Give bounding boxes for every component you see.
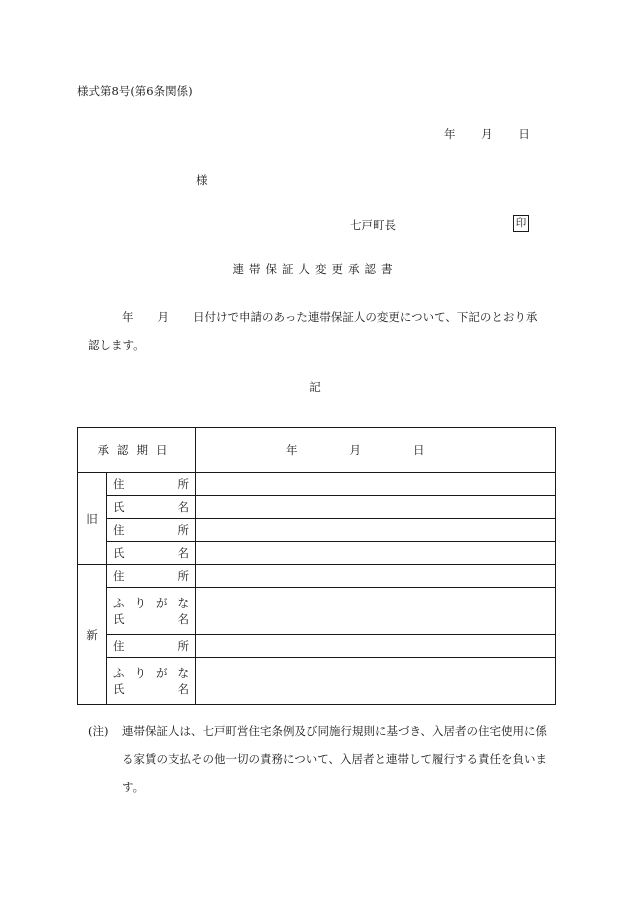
old-address-field-1[interactable] bbox=[196, 473, 556, 496]
body-date-year: 年 bbox=[122, 310, 134, 324]
new-address-label-2: 住 所 bbox=[107, 635, 196, 658]
new-row-1 bbox=[78, 565, 556, 588]
new-row-3 bbox=[78, 635, 556, 658]
old-row-2 bbox=[78, 496, 556, 519]
footnote-text: 連帯保証人は、七戸町営住宅条例及び同施行規則に基づき、入居者の住宅使用に係る家賃の支払その他一切の責務について、入居者と連帯して履行する責任を負います。 bbox=[122, 724, 548, 794]
old-address-field-2[interactable] bbox=[196, 519, 556, 542]
old-row-3 bbox=[78, 519, 556, 542]
furigana-label-1: ふ り が な bbox=[113, 596, 189, 610]
footnote bbox=[88, 717, 558, 801]
guarantor-table bbox=[77, 427, 556, 705]
body-date-month: 月 bbox=[157, 310, 169, 324]
new-address-label-1: 住 所 bbox=[107, 565, 196, 588]
issue-date-year: 年 bbox=[444, 127, 456, 141]
old-name-field-1[interactable] bbox=[196, 496, 556, 519]
footnote-label: (注) bbox=[88, 724, 109, 738]
old-name-field-2[interactable] bbox=[196, 542, 556, 565]
issue-date bbox=[444, 127, 530, 141]
new-group-label: 新 bbox=[78, 565, 107, 705]
issue-date-day: 日 bbox=[518, 127, 530, 141]
new-address-field-2[interactable] bbox=[196, 635, 556, 658]
approval-date-field[interactable] bbox=[196, 428, 556, 473]
approval-date-day: 日 bbox=[413, 443, 425, 457]
issue-date-month: 月 bbox=[481, 127, 493, 141]
new-name-field-1[interactable] bbox=[196, 588, 556, 635]
issuer-name: 七戸町長 bbox=[350, 218, 396, 232]
new-row-2 bbox=[78, 588, 556, 635]
seal-mark: 印 bbox=[513, 215, 529, 232]
old-row-4 bbox=[78, 542, 556, 565]
new-row-4 bbox=[78, 658, 556, 705]
approval-date-label: 承認期日 bbox=[78, 428, 196, 473]
new-name-label-2: ふ り が な 氏 名 bbox=[107, 658, 196, 705]
old-name-label-1: 氏 名 bbox=[107, 496, 196, 519]
approval-date-month: 月 bbox=[349, 443, 361, 457]
old-group-label: 旧 bbox=[78, 473, 107, 565]
new-address-field-1[interactable] bbox=[196, 565, 556, 588]
approval-date-year: 年 bbox=[286, 443, 298, 457]
old-name-label-2: 氏 名 bbox=[107, 542, 196, 565]
old-row-1 bbox=[78, 473, 556, 496]
ki-heading: 記 bbox=[309, 380, 321, 394]
body-text bbox=[88, 303, 558, 359]
old-address-label-1: 住 所 bbox=[107, 473, 196, 496]
approval-date-row bbox=[78, 428, 556, 473]
old-address-label-2: 住 所 bbox=[107, 519, 196, 542]
document-title: 連帯保証人変更承認書 bbox=[232, 262, 398, 276]
addressee-suffix: 様 bbox=[196, 173, 208, 187]
new-name-field-2[interactable] bbox=[196, 658, 556, 705]
body-line1: 日付けで申請のあった連帯保証人の変更について、下記のとおり承 bbox=[193, 310, 538, 324]
new-name-label-1: ふ り が な 氏 名 bbox=[107, 588, 196, 635]
furigana-label-2: ふ り が な bbox=[113, 666, 189, 680]
body-line2: 認します。 bbox=[88, 338, 145, 352]
form-number: 様式第8号(第6条関係) bbox=[77, 84, 193, 98]
